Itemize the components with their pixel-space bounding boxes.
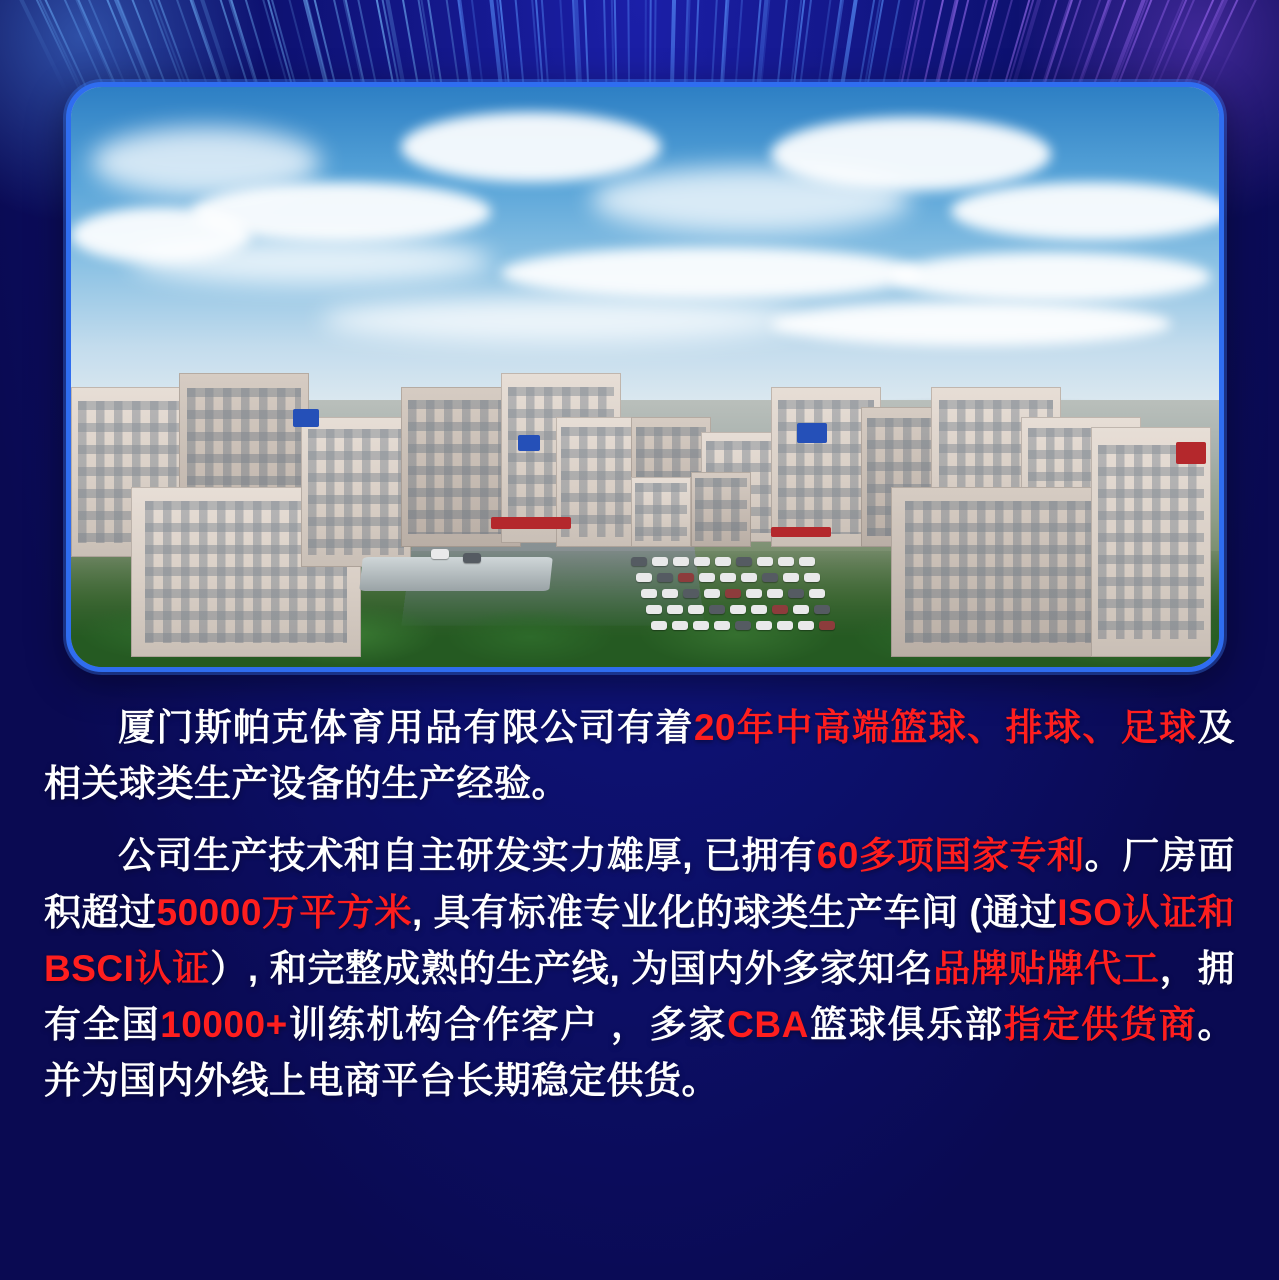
parked-car (730, 605, 746, 614)
parked-car (798, 621, 814, 630)
parked-car (772, 605, 788, 614)
red-banner (491, 517, 571, 529)
highlight-text: 10000+ (160, 1004, 288, 1046)
parked-car (431, 549, 449, 559)
highlight-text: 50000万平方米 (156, 891, 412, 933)
cloud (771, 302, 1171, 346)
cloud (501, 247, 921, 299)
factory-campus-aerial-photo (71, 87, 1219, 667)
parked-car (662, 589, 678, 598)
highlight-text: 指定供货商 (1003, 1004, 1198, 1046)
parked-car (804, 573, 820, 582)
parked-car (751, 605, 767, 614)
body-text: 厦门斯帕克体育用品有限公司有着 (118, 707, 694, 748)
cloud (71, 207, 251, 263)
parked-car (762, 573, 778, 582)
body-text: ）, 和完整成熟的生产线, 为国内外多家知名 (210, 947, 934, 989)
parked-car (694, 557, 710, 566)
cloud (951, 182, 1224, 240)
parked-car (725, 589, 741, 598)
factory-building (631, 477, 691, 547)
parked-car (699, 573, 715, 582)
roof-sign (293, 409, 319, 427)
red-logo (1176, 442, 1206, 464)
body-text: 。厂房面积超过 (44, 835, 1236, 933)
highlight-text: ISO认证和BSCI认证 (44, 891, 1235, 989)
parked-car (672, 621, 688, 630)
red-banner (771, 527, 831, 537)
parked-car (746, 589, 762, 598)
parked-car (693, 621, 709, 630)
parked-car (783, 573, 799, 582)
factory-photo-card (66, 82, 1224, 672)
parked-car (657, 573, 673, 582)
parked-car (799, 557, 815, 566)
parked-car (814, 605, 830, 614)
body-text: 及相关球类生产设备的生产经验。 (44, 707, 1236, 805)
parked-car (778, 557, 794, 566)
parked-car (788, 589, 804, 598)
parked-car (714, 621, 730, 630)
cloud (401, 112, 661, 182)
parked-car (777, 621, 793, 630)
body-text: 训练机构合作客户 ，多家 (287, 1004, 728, 1046)
parked-car (646, 605, 662, 614)
parked-car (767, 589, 783, 598)
parking-canopy (359, 557, 553, 591)
paragraph-2 (44, 828, 1235, 1109)
parked-car (793, 605, 809, 614)
parked-car (652, 557, 668, 566)
body-text: , 具有标准专业化的球类生产车间 (通过 (411, 891, 1058, 933)
body-text: ，拥有全国 (44, 947, 1236, 1046)
parked-car (704, 589, 720, 598)
parked-car (735, 621, 751, 630)
highlight-text: 20年中高端篮球、排球、足球 (693, 707, 1198, 748)
body-text: 。并为国内外线上电商平台长期稳定供货。 (44, 1004, 1236, 1102)
roof-sign (797, 423, 827, 443)
cloud (771, 117, 1051, 191)
parked-car (688, 605, 704, 614)
parked-car (636, 573, 652, 582)
cloud (321, 297, 801, 343)
parked-car (463, 553, 481, 563)
highlight-text: CBA (727, 1004, 809, 1046)
body-text: 篮球俱乐部 (808, 1004, 1004, 1046)
parked-car (709, 605, 725, 614)
highlight-text: 60多项国家专利 (816, 835, 1085, 877)
parked-car (809, 589, 825, 598)
body-text: 公司生产技术和自主研发实力雄厚, 已拥有 (118, 835, 817, 877)
company-description-text (44, 700, 1235, 1110)
parked-car (757, 557, 773, 566)
parked-car (756, 621, 772, 630)
parked-car (651, 621, 667, 630)
parked-car (673, 557, 689, 566)
factory-building (691, 472, 751, 547)
parked-car (678, 573, 694, 582)
paragraph-1 (44, 700, 1235, 812)
parked-car (667, 605, 683, 614)
highlight-text: 品牌贴牌代工 (933, 947, 1160, 989)
parked-car (736, 557, 752, 566)
parked-car (683, 589, 699, 598)
parked-car (720, 573, 736, 582)
factory-building (301, 417, 411, 567)
cloud (891, 252, 1211, 302)
parked-car (819, 621, 835, 630)
parked-car (741, 573, 757, 582)
parked-car (631, 557, 647, 566)
parked-car (715, 557, 731, 566)
roof-sign (518, 435, 540, 451)
parked-car (641, 589, 657, 598)
